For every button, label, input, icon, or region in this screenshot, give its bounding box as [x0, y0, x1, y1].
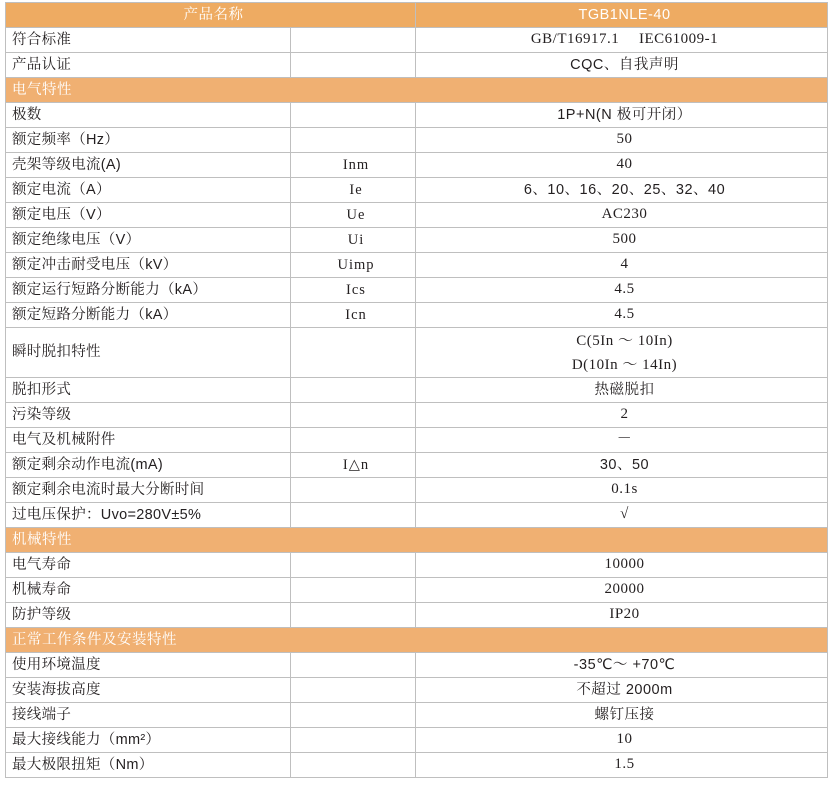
row-value: 螺钉压接: [416, 703, 828, 728]
row-label: 接线端子: [6, 703, 291, 728]
row-label: 额定冲击耐受电压（kV）: [6, 253, 291, 278]
row-value: 4.5: [416, 278, 828, 303]
section-header-row: [6, 78, 828, 103]
section-header-row: [6, 628, 828, 653]
row-symbol: [291, 503, 416, 528]
table-row: [6, 703, 828, 728]
row-value: 热磁脱扣: [416, 378, 828, 403]
row-label: 最大极限扭矩（Nm）: [6, 753, 291, 778]
row-symbol: [291, 678, 416, 703]
row-value: [416, 328, 828, 378]
row-value: 4.5: [416, 303, 828, 328]
row-label: 瞬时脱扣特性: [6, 328, 291, 378]
table-row: [6, 278, 828, 303]
row-value: 50: [416, 128, 828, 153]
row-label: 安装海拔高度: [6, 678, 291, 703]
table-row: [6, 653, 828, 678]
row-label: 电气寿命: [6, 553, 291, 578]
row-symbol: [291, 328, 416, 378]
row-value-line-1: C(5In ～ 10In): [576, 332, 673, 349]
row-symbol: [291, 128, 416, 153]
row-symbol: Ue: [291, 203, 416, 228]
row-value: －: [416, 428, 828, 453]
row-label: 极数: [6, 103, 291, 128]
table-row: [6, 453, 828, 478]
header-product-model: TGB1NLE-40: [416, 3, 828, 28]
row-label: 最大接线能力（mm²）: [6, 728, 291, 753]
row-label: 符合标准: [6, 28, 291, 53]
row-symbol: [291, 28, 416, 53]
row-label: 额定电压（V）: [6, 203, 291, 228]
row-value: 30、50: [416, 453, 828, 478]
table-row: [6, 328, 828, 378]
row-value: 10: [416, 728, 828, 753]
row-symbol: [291, 603, 416, 628]
table-row: [6, 553, 828, 578]
row-value: 40: [416, 153, 828, 178]
row-label: 机械寿命: [6, 578, 291, 603]
row-label: 额定频率（Hz）: [6, 128, 291, 153]
row-symbol: [291, 53, 416, 78]
section-header-row: [6, 528, 828, 553]
row-symbol: I△n: [291, 453, 416, 478]
spec-table-body: [6, 3, 828, 778]
row-symbol: [291, 428, 416, 453]
table-row: [6, 378, 828, 403]
row-value: -35℃～ +70℃: [416, 653, 828, 678]
row-label: 额定绝缘电压（V）: [6, 228, 291, 253]
row-label: 电气及机械附件: [6, 428, 291, 453]
table-row: [6, 603, 828, 628]
table-row: [6, 103, 828, 128]
row-value: 0.1s: [416, 478, 828, 503]
row-symbol: Icn: [291, 303, 416, 328]
row-value: 10000: [416, 553, 828, 578]
table-header-row: [6, 3, 828, 28]
table-row: [6, 303, 828, 328]
table-row: [6, 678, 828, 703]
table-row: [6, 253, 828, 278]
row-symbol: [291, 403, 416, 428]
table-row: [6, 178, 828, 203]
row-value: 20000: [416, 578, 828, 603]
row-symbol: Inm: [291, 153, 416, 178]
table-row: [6, 428, 828, 453]
table-row: [6, 403, 828, 428]
row-value: √: [416, 503, 828, 528]
row-label: 脱扣形式: [6, 378, 291, 403]
table-row: [6, 128, 828, 153]
row-value: 2: [416, 403, 828, 428]
row-symbol: [291, 378, 416, 403]
row-value: GB/T16917.1 IEC61009-1: [416, 28, 828, 53]
row-symbol: [291, 653, 416, 678]
row-label: 额定剩余电流时最大分断时间: [6, 478, 291, 503]
row-symbol: Uimp: [291, 253, 416, 278]
row-symbol: Ie: [291, 178, 416, 203]
row-symbol: [291, 578, 416, 603]
section-title: 电气特性: [6, 78, 828, 103]
table-row: [6, 228, 828, 253]
table-row: [6, 728, 828, 753]
row-label: 过电压保护：Uvo=280V±5%: [6, 503, 291, 528]
product-spec-table: [5, 2, 828, 778]
section-title: 机械特性: [6, 528, 828, 553]
row-value: IP20: [416, 603, 828, 628]
row-label: 防护等级: [6, 603, 291, 628]
row-symbol: [291, 478, 416, 503]
table-row: [6, 503, 828, 528]
row-value: 1.5: [416, 753, 828, 778]
row-label: 污染等级: [6, 403, 291, 428]
row-label: 产品认证: [6, 53, 291, 78]
table-row: [6, 153, 828, 178]
row-value: CQC、自我声明: [416, 53, 828, 78]
row-value: AC230: [416, 203, 828, 228]
row-value: 不超过 2000m: [416, 678, 828, 703]
row-label: 额定运行短路分断能力（kA）: [6, 278, 291, 303]
row-symbol: [291, 103, 416, 128]
table-row: [6, 478, 828, 503]
section-title: 正常工作条件及安装特性: [6, 628, 828, 653]
table-row: [6, 578, 828, 603]
row-symbol: Ics: [291, 278, 416, 303]
table-row: [6, 753, 828, 778]
row-symbol: Ui: [291, 228, 416, 253]
row-value-line-2: D(10In ～ 14In): [571, 356, 678, 373]
row-label: 使用环境温度: [6, 653, 291, 678]
row-value: 1P+N(N 极可开闭）: [416, 103, 828, 128]
row-label: 壳架等级电流(A): [6, 153, 291, 178]
row-label: 额定剩余动作电流(mA): [6, 453, 291, 478]
row-value: 4: [416, 253, 828, 278]
row-symbol: [291, 728, 416, 753]
row-value: 6、10、16、20、25、32、40: [416, 178, 828, 203]
header-product-name: 产品名称: [6, 3, 416, 28]
table-row: [6, 28, 828, 53]
row-label: 额定短路分断能力（kA）: [6, 303, 291, 328]
table-row: [6, 53, 828, 78]
row-symbol: [291, 553, 416, 578]
row-value: 500: [416, 228, 828, 253]
row-symbol: [291, 753, 416, 778]
row-label: 额定电流（A）: [6, 178, 291, 203]
row-symbol: [291, 703, 416, 728]
table-row: [6, 203, 828, 228]
